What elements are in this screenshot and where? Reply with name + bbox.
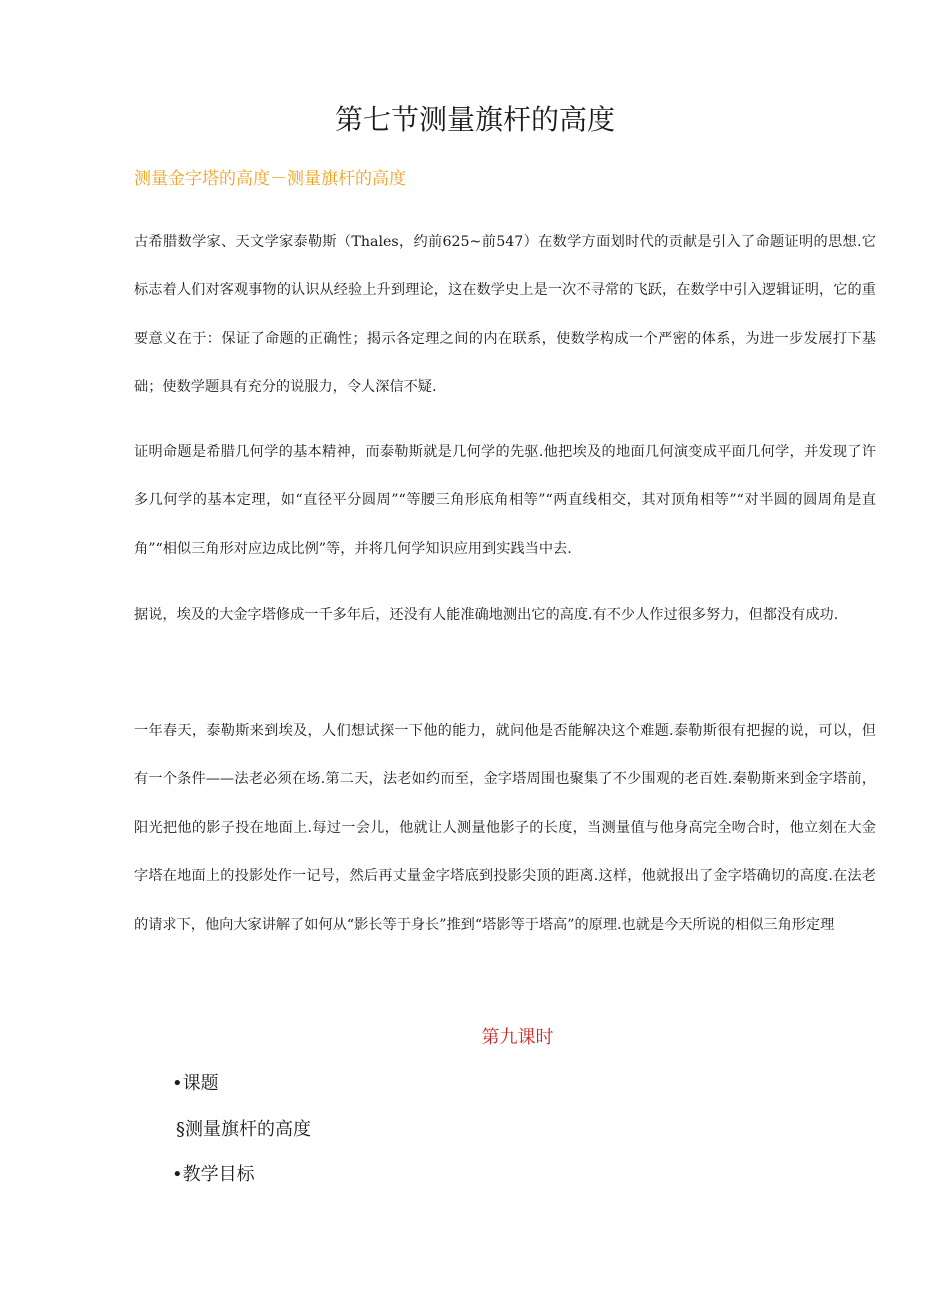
outline-item-goals: •教学目标	[172, 1164, 255, 1185]
lesson-heading: 第九课时	[481, 1027, 554, 1048]
paragraph-pyramid-problem: 据说，埃及的大金字塔修成一千多年后，还没有人能准确地测出它的高度.有不少人作过很多努力，但都没有成功.	[134, 607, 839, 623]
outline-item-section: §测量旗杆的高度	[176, 1119, 311, 1140]
paragraph-thales-intro: 古希腊数学家、天文学家泰勒斯（Thales，约前625~前547）在数学方面划时代的贡献是引入了命题证明的思想.它标志着人们对客观事物的认识从经验上升到理论，这在数学史上是一次不寻常的飞跃，在数学中引入逻辑证明，它的重要意义在于：保证了命题的正确性；揭示各定理之间的内在联系，使数学构成一个严密的体系，为进一步发展打下基础；使数学题具有充分的说服力，令人深信不疑.	[134, 234, 876, 396]
page-title: 第七节测量旗杆的高度	[334, 103, 615, 136]
paragraph-pyramid-story: 一年春天，泰勒斯来到埃及，人们想试探一下他的能力，就问他是否能解决这个难题.泰勒斯很有把握的说，可以，但有一个条件——法老必须在场.第二天，法老如约而至，金字塔周围也聚集了不少围观的老百姓.秦勒斯来到金字塔前，阳光把他的影子投在地面上.每过一会儿，他就让人测量他影子的长度，当测量值与他身高完全吻合时，他立刻在大金字塔在地面上的投影处作一记号，然后再丈量金字塔底到投影尖顶的距离.这样，他就报出了金字塔确切的高度.在法老的请求下，他向大家讲解了如何从“影长等于身长”推到“塔影等于塔高”的原理.也就是今天所说的相似三角形定理	[134, 723, 876, 933]
paragraph-geometry-pioneer: 证明命题是希腊几何学的基本精神，而泰勒斯就是几何学的先驱.他把埃及的地面几何演变成平面几何学，并发现了许多几何学的基本定理，如“直径平分圆周”“等腰三角形底角相等”“两直线相交，其对顶角相等”“对半圆的圆周角是直角”“相似三角形对应边成比例”等，并将几何学知识应用到实践当中去.	[134, 444, 876, 557]
outline-item-topic: •课题	[172, 1073, 219, 1094]
section-subtitle: 测量金字塔的高度－测量旗杆的高度	[134, 169, 406, 189]
